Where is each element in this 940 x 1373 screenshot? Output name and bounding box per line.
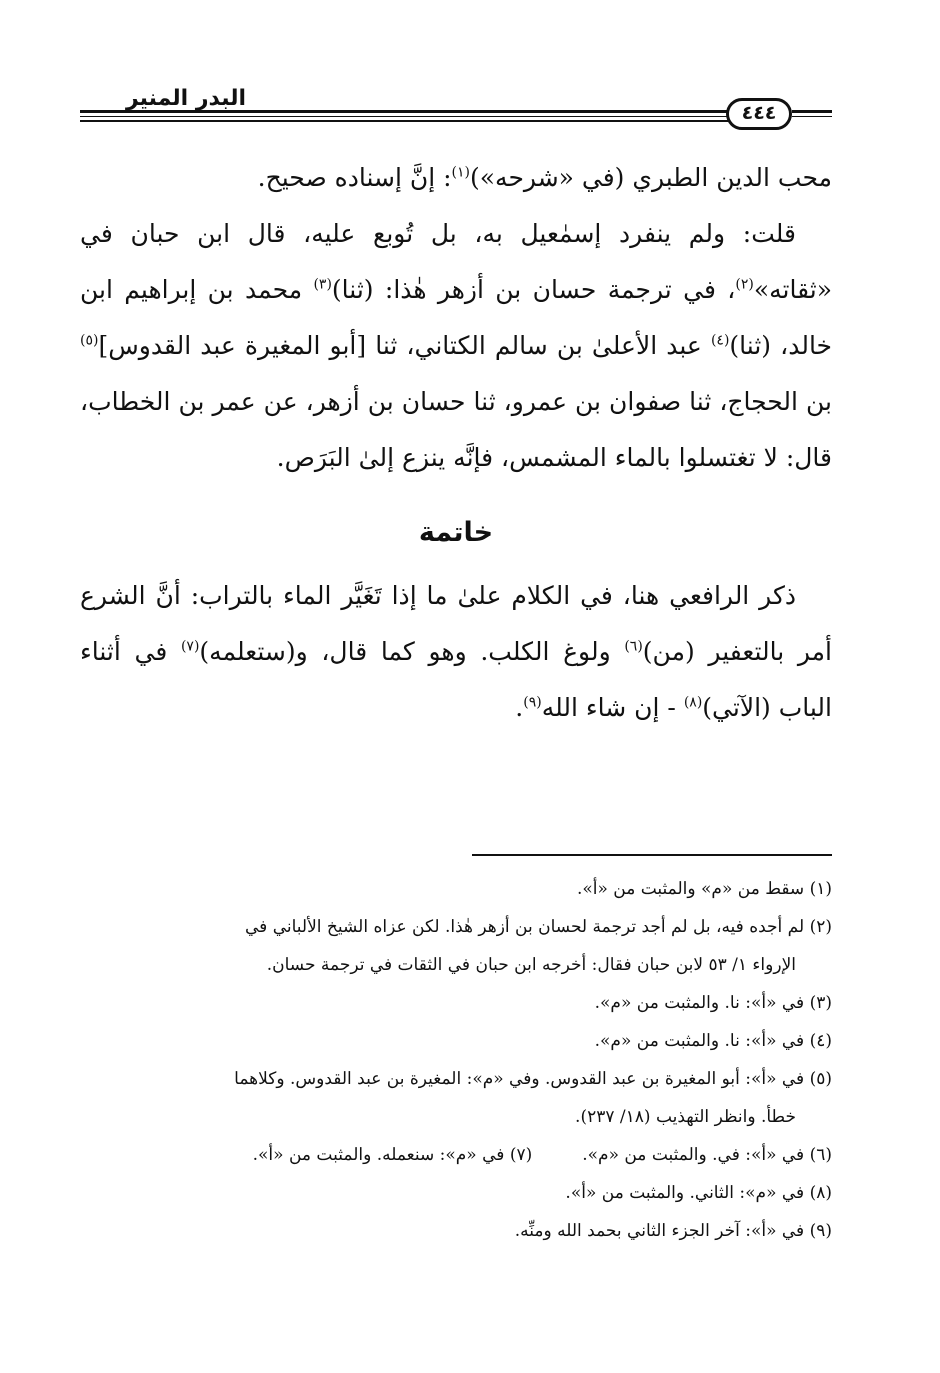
header-rule	[80, 120, 730, 122]
page-number: ٤٤٤	[726, 98, 792, 130]
main-text	[80, 150, 832, 736]
text-run: محب الدين الطبري (في «شرحه»)	[470, 163, 832, 192]
text-run: ذكر الرافعي هنا، في الكلام علىٰ ما إذا تَغَيَّر الماء بالتراب: أنَّ الشرع أمر بالتعفير (من)	[80, 581, 832, 666]
footnote-row	[80, 1136, 832, 1174]
footnote-ref: (٢)	[735, 276, 754, 293]
footnote: (٩) في «أ»: آخر الجزء الثاني بحمد الله ومنِّه.	[514, 1221, 832, 1241]
text-run: ولوغ الكلب. وهو كما قال، و(ستعلمه)	[199, 637, 625, 666]
text-run: في أثناء الباب (الآتي)	[80, 637, 832, 722]
footnote-ref: (٣)	[313, 276, 332, 293]
header-rule	[80, 116, 730, 117]
footnote-ref: (٩)	[523, 694, 542, 711]
footnote-ref: (٧)	[180, 638, 200, 655]
footnote-ref: (٥)	[80, 332, 99, 349]
header-rule	[792, 110, 832, 113]
footnote: (٧) في «م»: سنعمله. والمثبت من «أ».	[252, 1145, 533, 1165]
footnote-ref: (١)	[451, 164, 470, 181]
footnote-ref: (٦)	[624, 638, 643, 655]
footnote-continuation: الإرواء ١/ ٥٣ لابن حبان فقال: أخرجه ابن حبان في الثقات في ترجمة حسان.	[266, 955, 796, 975]
page-header	[80, 82, 832, 132]
footnote: (٣) في «أ»: نا. والمثبت من «م».	[594, 993, 832, 1013]
text-run: .	[515, 693, 524, 722]
paragraph	[80, 150, 832, 206]
text-run: ، في ترجمة حسان بن أزهر هٰذا: (ثنا)	[331, 275, 736, 304]
book-title: البدر المنير	[125, 86, 246, 111]
footnote: (٦) في «أ»: في. والمثبت من «م».	[582, 1145, 832, 1165]
section-heading: خاتمة	[418, 517, 494, 548]
text-run: : إنَّ إسناده صحيح.	[257, 163, 452, 192]
footnote: (٨) في «م»: الثاني. والمثبت من «أ».	[565, 1183, 832, 1203]
footnote: (٥) في «أ»: أبو المغيرة بن عبد القدوس. وفي «م»: المغيرة بن عبد القدوس. وكلاهما	[234, 1069, 832, 1089]
footnote: (١) سقط من «م» والمثبت من «أ».	[576, 879, 832, 899]
header-rule	[792, 116, 832, 117]
text-run: محمد بن إبراهيم ابن خالد، (ثنا)	[80, 275, 833, 360]
text-run: - إن شاء الله	[541, 693, 684, 722]
paragraph	[80, 206, 832, 486]
footnote-continuation: خطأ. وانظر التهذيب (١٨/ ٢٣٧).	[575, 1107, 796, 1127]
footnote: (٢) لم أجده فيه، بل لم أجد ترجمة لحسان بن أزهر هٰذا. لكن عزاه الشيخ الألباني في	[245, 917, 832, 937]
footnote-separator	[472, 854, 832, 856]
paragraph	[80, 568, 832, 736]
text-run: قلت: ولم ينفرد إسمٰعيل به، بل تُوبع عليه، قال ابن حبان في «ثقاته»	[80, 219, 832, 304]
footnote: (٤) في «أ»: نا. والمثبت من «م».	[594, 1031, 832, 1051]
text-run: بن الحجاج، ثنا صفوان بن عمرو، ثنا حسان بن أزهر، عن عمر بن الخطاب، قال: لا تغتسلوا بالماء المشمس، فإنَّه ينزع إلىٰ البَرَص.	[80, 387, 832, 472]
footnote-ref: (٨)	[683, 694, 703, 711]
footnote-ref: (٤)	[710, 332, 730, 349]
text-run: عبد الأعلىٰ بن سالم الكتاني، ثنا [أبو المغيرة عبد القدوس]	[98, 331, 711, 360]
footnotes	[80, 870, 832, 1250]
